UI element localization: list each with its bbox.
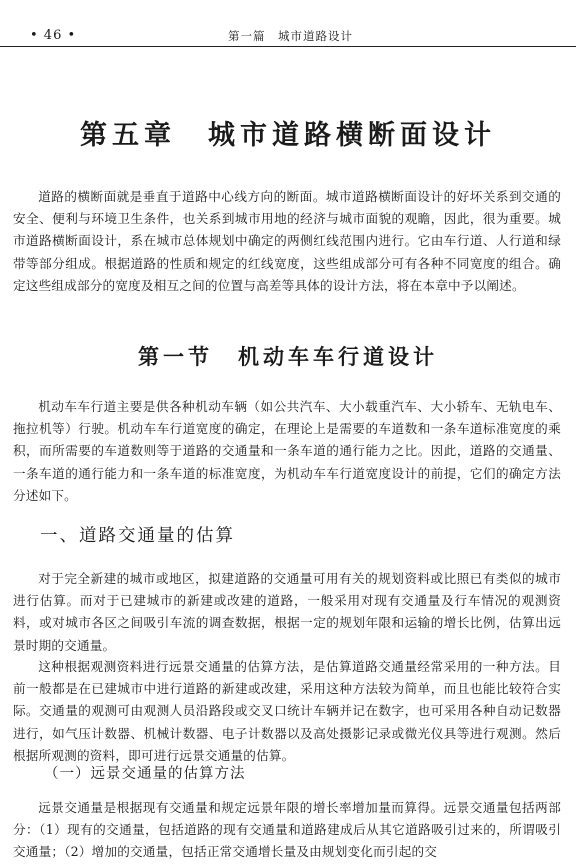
section-title: 第一节 机动车车行道设计 bbox=[138, 344, 438, 369]
method-paragraph: 远景交通量是根据现有交通量和规定远景年限的增长率增加量而算得。远景交通量包括两部分：（1）现有的交通量，包括道路的现有交通量和道路建成后从其它道路吸引过来的，所谓吸引交通量；（2）增加的交通量，包括正常交通增长量及由规划变化而引起的交 bbox=[13, 800, 561, 860]
sub-subsection-title: （一）远景交通量的估算方法 bbox=[44, 766, 246, 782]
estimate-paragraph-1: 对于完全新建的城市或地区，拟建道路的交通量可用有关的规划资料或比照已有类似的城市进行估算。而对于已建城市的新建或改建的道路，一般采用对现有交通量及行车情况的观测资料，或对城市各区之间吸引车流的调查数据，根据一定的规划年限和运输的增长比例，估算出远景时期的交通量。 bbox=[13, 571, 561, 653]
chapter-title: 第五章 城市道路横断面设计 bbox=[80, 120, 496, 151]
section-paragraph: 机动车车行道主要是供各种机动车辆（如公共汽车、大小载重汽车、大小轿车、无轨电车、拖拉机等）行驶。机动车车行道宽度的确定，在理论上是需要的车道数和一条车道标准宽度的乘积，而所需要的车道数则等于道路的交通量和一条车道的通行能力之比。因此，道路的交通量、一条车道的通行能力和一条车道的标准宽度，为机动车车行道宽度设计的前提，它们的确定方法分述如下。 bbox=[13, 399, 561, 503]
subsection-title: 一、道路交通量的估算 bbox=[40, 526, 235, 546]
estimate-paragraph-2: 这种根据观测资料进行远景交通量的估算方法，是估算道路交通量经常采用的一种方法。目前一般都是在已建城市中进行道路的新建或改建，采用这种方法较为简单，而且也能比较符合实际。交通量的观测可由观测人员沿路段或交叉口统计车辆并记在数字，也可采用各种自动记数器进行，如气压计数器、机械计数器、电子计数器以及高处摄影记录或微光仪具等进行观测。然后根据所观测的资料，即可进行远景交通量的估算。 bbox=[13, 659, 561, 763]
page-number: • 46 • bbox=[30, 28, 77, 43]
intro-paragraph: 道路的横断面就是垂直于道路中心线方向的断面。城市道路横断面设计的好坏关系到交通的安全、便利与环境卫生条件，也关系到城市用地的经济与城市面貌的观瞻，因此，很为重要。城市道路横断面设计，系在城市总体规划中确定的两侧红线范围内进行。它由车行道、人行道和绿带等部分组成。根据道路的性质和规定的红线宽度，这些组成部分可有各种不同宽度的组合。确定这些组成部分的宽度及相互之间的位置与高差等具体的设计方法，将在本章中予以阐述。 bbox=[13, 189, 561, 293]
running-title: 第一篇 城市道路设计 bbox=[228, 29, 353, 43]
running-header bbox=[0, 24, 576, 47]
